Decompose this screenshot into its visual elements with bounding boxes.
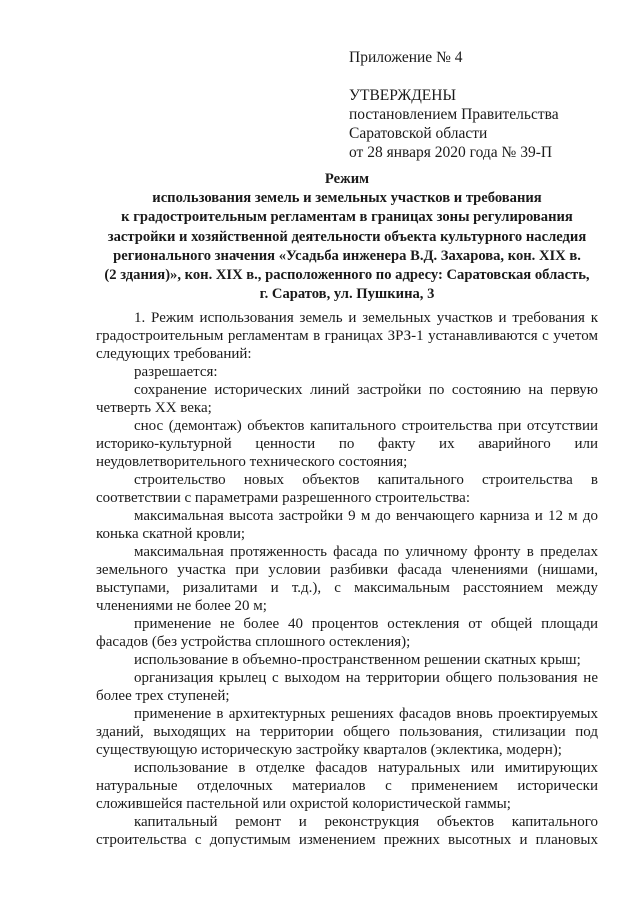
paragraph: применение в архитектурных решениях фасадов вновь проектируемых зданий, выходящих на территории общего пользования, стилизации под существующую историческую застройку кварталов (эклектика, модерн); [96, 706, 598, 758]
paragraph: снос (демонтаж) объектов капитального строительства при отсутствии историко-культурной ценности по факту их аварийного или неудовлетворительного технического состояния; [96, 418, 598, 470]
title-line: застройки и хозяйственной деятельности объекта культурного наследия [107, 228, 587, 245]
title-line: использования земель и земельных участков и требования [152, 190, 542, 207]
decree-date-line: от 28 января 2020 года № 39-П [349, 144, 553, 161]
paragraph: организация крылец с выходом на территории общего пользования не более трех ступеней; [96, 670, 598, 704]
paragraph: разрешается: [134, 364, 218, 380]
paragraph: использование в объемно-пространственном решении скатных крыш; [134, 652, 581, 668]
appendix-number: Приложение № 4 [349, 49, 463, 66]
paragraph: строительство новых объектов капитального строительства в соответствии с параметрами разрешенного строительства: [96, 472, 598, 506]
region-line: Саратовской области [349, 125, 488, 142]
paragraph: максимальная протяженность фасада по уличному фронту в пределах земельного участка при условии разбивки фасада членениями (нишами, выступами, ризалитами и т.д.), с максимальным расстоянием между членениями не более 20 м; [96, 544, 598, 614]
title-line: к градостроительным регламентам в границах зоны регулирования [121, 209, 573, 226]
paragraph: капитальный ремонт и реконструкция объектов капитального строительства с допустимым изменением прежних высотных и плановых [96, 814, 598, 848]
title-line: регионального значения «Усадьба инженера В.Д. Захарова, кон. XIX в. [113, 247, 581, 264]
approved-by-line: постановлением Правительства [349, 106, 559, 123]
approved-label: УТВЕРЖДЕНЫ [349, 87, 456, 104]
paragraph: применение не более 40 процентов остекления от общей площади фасадов (без устройства сплошного остекления); [96, 616, 598, 650]
title-line: (2 здания)», кон. XIX в., расположенного по адресу: Саратовская область, [104, 267, 590, 284]
title-line: Режим [324, 171, 370, 187]
paragraph: 1. Режим использования земель и земельных участков и требования к градостроительным регламентам в границах ЗРЗ-1 устанавливаются с учетом следующих требований: [96, 310, 598, 362]
approval-block [349, 48, 619, 162]
document-title [96, 170, 598, 304]
title-line: г. Саратов, ул. Пушкина, 3 [259, 286, 435, 303]
paragraph: сохранение исторических линий застройки по состоянию на первую четверть XX века; [96, 382, 598, 416]
paragraph: максимальная высота застройки 9 м до венчающего карниза и 12 м до конька скатной кровли; [96, 508, 598, 542]
document-body [96, 309, 598, 849]
paragraph: использование в отделке фасадов натуральных или имитирующих натуральные отделочных материалов с применением исторически сложившейся пастельной или охристой колористической гаммы; [96, 760, 598, 812]
